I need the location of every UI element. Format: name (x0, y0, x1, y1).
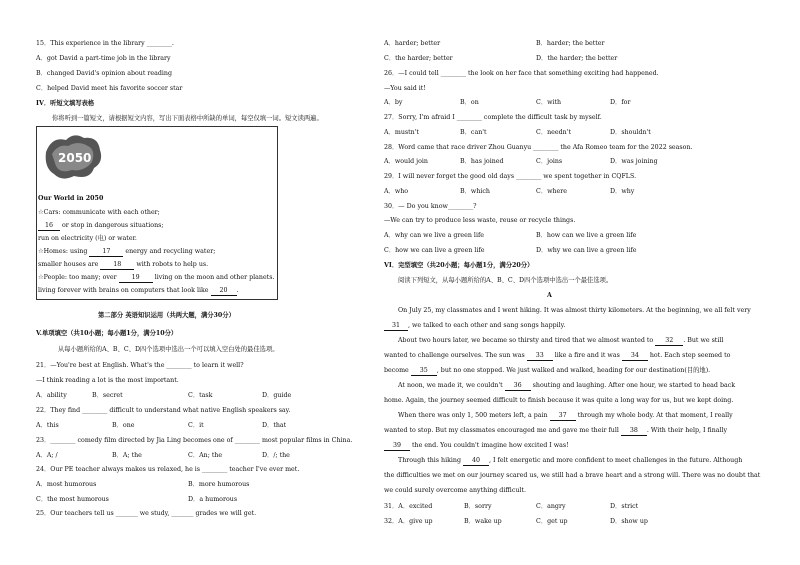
q24-option-c: C．the most humorous (36, 496, 109, 503)
section-6-title: VI．完型填空（共20小题；每小题1分，满分20分） (384, 262, 534, 269)
q21-option-b: B．secret (92, 392, 123, 399)
table-line-19 (38, 274, 274, 283)
q30-stem: 30．— Do you know________? (384, 203, 477, 210)
q24-option-d: D．a humorous (188, 496, 238, 503)
passage-line-3 (398, 337, 723, 346)
q23-option-c: C．An; the (188, 452, 223, 459)
q27-option-a: A．mustn't (384, 129, 419, 136)
passage-line-4-pre: wanted to challenge ourselves. The sun was (384, 352, 527, 359)
table-line-18-post: with robots to help us. (134, 261, 209, 268)
q30-option-d: D．why we can live a green life (536, 247, 637, 254)
blank-16: 16 (38, 222, 60, 231)
q25-option-c: C．the harder; better (384, 55, 453, 62)
q23-option-b: B．A; the (112, 452, 142, 459)
part-2-title: 第二部分 英语知识运用（共两大题，满分30分） (98, 312, 235, 319)
section-5-title: V.单项填空（共10小题；每小题1分，满分10分） (36, 330, 178, 337)
blank-39: 39 (384, 442, 410, 451)
passage-line-2-text: , we talked to each other and sang songs happily. (408, 322, 566, 329)
q32-option-a: 32．A．give up (384, 518, 433, 525)
table-line-17-pre: ☆Homes: using (38, 248, 90, 255)
q15-option-c: C．helped David meet his favorite soccer star (36, 85, 183, 92)
q28-option-a: A．would join (384, 158, 428, 165)
q24-stem: 24．Our PE teacher always makes us relaxed, he is ________ teacher I've ever met. (36, 466, 300, 473)
q24-option-b: B．more humorous (188, 481, 250, 488)
section-5-instructions: 从每小题所给的A、B、C、D四个选项中选出一个可以填入空白处的最佳选项。 (58, 346, 279, 353)
q30-option-a: A．why can we live a green life (384, 232, 485, 239)
q28-option-b: B．has joined (460, 158, 504, 165)
table-line-20-post: . (236, 287, 239, 294)
passage-line-8-post: through my whole body. At that moment, I really (575, 412, 733, 419)
passage-line-6 (398, 382, 735, 391)
q22-option-c: C．it (188, 422, 204, 429)
q28-option-d: D．was joining (610, 158, 658, 165)
passage-line-2 (384, 322, 565, 331)
q21-option-c: C．task (188, 392, 213, 399)
q26-option-c: C．with (536, 99, 562, 106)
q26-stem: 26．—I could tell ________ the look on her face that something exciting had happened. (384, 70, 659, 77)
q32-option-c: C．get up (536, 518, 568, 525)
q15-option-b: B．changed David's opinion about reading (36, 70, 173, 77)
q26-option-b: B．on (460, 99, 479, 106)
table-line-17-post: energy and recycling water; (123, 248, 216, 255)
q23-option-d: D．/; the (262, 452, 290, 459)
q29-option-d: D．why (610, 188, 635, 195)
q25-option-b: B．harder; the better (536, 40, 605, 47)
table-line-17 (38, 248, 215, 257)
passage-line-10 (384, 442, 569, 451)
blank-37: 37 (550, 412, 576, 421)
q30-option-b: B．how can we live a green life (536, 232, 637, 239)
passage-line-8 (398, 412, 733, 421)
q31-option-a: 31．A．excited (384, 503, 433, 510)
passage-line-6-post: shouting and laughing. After one hour, we started to head back (530, 382, 736, 389)
q21-stem: 21．—You're best at English. What's the ________ to learn it well? (36, 362, 244, 369)
q27-option-b: B．can't (460, 129, 487, 136)
blank-17: 17 (89, 248, 123, 257)
table-line-19-post: living on the moon and other planets. (152, 274, 275, 281)
passage-line-12: the difficulties we met on our journey scared us, we still had a brave heart and a strong will. There was no doubt that (384, 472, 761, 479)
passage-line-9-post: . With their help, I finally (646, 427, 728, 434)
q29-option-c: C．where (536, 188, 568, 195)
passage-line-3-pre: About two hours later, we became so thirsty and tired that we almost wanted to (398, 337, 656, 344)
q24-option-a: A．most humorous (36, 481, 97, 488)
table-line-electricity: run on electricity (电) or water. (38, 235, 137, 242)
q21-option-a: A．ability (36, 392, 67, 399)
logo-text: 2050 (58, 151, 92, 165)
q31-option-d: D．strict (610, 503, 639, 510)
q30-stem-reply: —We can try to produce less waste, reuse or recycle things. (384, 217, 576, 224)
q22-option-d: D．that (262, 422, 287, 429)
q30-option-c: C．how we can live a green life (384, 247, 485, 254)
table-line-18-pre: smaller houses are (38, 261, 101, 268)
q31-option-c: C．angry (536, 503, 566, 510)
blank-32: 32 (655, 337, 683, 346)
q32-option-d: D．show up (610, 518, 648, 525)
table-line-16-text: or stop in dangerous situations; (60, 222, 164, 229)
q27-option-d: D．shouldn't (610, 129, 651, 136)
blank-18: 18 (100, 261, 134, 270)
passage-line-10-text: the end. You couldn't imagine how excited I was! (410, 442, 569, 449)
blank-38: 38 (621, 427, 647, 436)
q15-stem: 15．This experience in the library ________. (36, 40, 174, 47)
blank-36: 36 (505, 382, 531, 391)
blank-19: 19 (119, 274, 153, 283)
section-4-instructions: 你将听到一篇短文，请根据短文内容，写出下面表格中所缺的单词，每空仅填一词。短文读两遍。 (52, 115, 323, 122)
q26-stem-reply: —You said it! (384, 85, 426, 92)
blank-20: 20 (211, 287, 237, 296)
passage-line-11-pre: Through this hiking (398, 457, 464, 464)
q28-option-c: C．joins (536, 158, 563, 165)
table-line-20 (38, 287, 239, 296)
passage-line-8-pre: When there was only 1, 500 meters left, a pain (398, 412, 550, 419)
q26-option-d: D．for (610, 99, 631, 106)
passage-label: A (547, 292, 552, 299)
passage-line-7: home. Again, the journey seemed difficult to finish because it was quite a long way for us, but we kept doing. (384, 397, 734, 404)
q29-option-b: B．which (460, 188, 490, 195)
q25-option-d: D．the harder; the better (536, 55, 618, 62)
table-line-20-pre: living forever with brains on computers that look like (38, 287, 211, 294)
blank-35: 35 (411, 367, 437, 376)
q22-option-b: B．one (112, 422, 135, 429)
passage-line-5 (384, 367, 710, 376)
q29-stem: 29．I will never forget the good old days ________ we spent together in CQFLS. (384, 173, 637, 180)
q27-option-c: C．needn't (536, 129, 571, 136)
passage-line-9-pre: wanted to stop. But my classmates encouraged me and gave me their full (384, 427, 621, 434)
passage-line-9 (384, 427, 727, 436)
section-6-instructions: 阅读下列短文，从每小题所给的A、B、C、D四个选项中选出一个最佳选项。 (398, 277, 613, 284)
q21-option-d: D．guide (262, 392, 292, 399)
q23-stem: 23．________ comedy film directed by Jia Ling becomes one of ________ most popular films in China. (36, 437, 353, 444)
passage-line-4-mid: like a fire and it was (552, 352, 622, 359)
passage-line-6-pre: At noon, we made it, we couldn't (398, 382, 505, 389)
passage-line-3-post: . But we still (683, 337, 724, 344)
passage-line-11-post: , I felt energetic and more confident to meet challenges in the future. Although (489, 457, 743, 464)
table-line-cars: ☆Cars: communicate with each other; (38, 209, 160, 216)
blank-33: 33 (527, 352, 553, 361)
blank-31: 31 (384, 322, 408, 331)
q28-stem: 28．Word came that race driver Zhou Guanyu ________ the Afa Romeo team for the 2022 season. (384, 144, 693, 151)
q31-option-b: B．sorry (464, 503, 492, 510)
q21-stem-reply: —I think reading a lot is the most important. (36, 377, 179, 384)
passage-line-5-post: , but no one stopped. We just walked and walked, heading for our destination(目的地). (436, 367, 711, 374)
q29-option-a: A．who (384, 188, 409, 195)
passage-line-1: On July 25, my classmates and I went hiking. It was almost thirty kilometers. At the beginning, we all felt very (398, 307, 751, 314)
passage-line-4-post: hot. Each step seemed to (647, 352, 731, 359)
passage-line-5-pre: become (384, 367, 411, 374)
table-line-18 (38, 261, 208, 270)
q22-option-a: A．this (36, 422, 59, 429)
q25-stem: 25．Our teachers tell us _______ we study, _______ grades we will get. (36, 510, 257, 517)
q27-stem: 27．Sorry, I'm afraid I ________ complete the difficult task by myself. (384, 114, 602, 121)
table-title: Our World in 2050 (38, 195, 104, 202)
passage-line-13: we could surely overcome anything difficult. (384, 487, 526, 494)
blank-34: 34 (622, 352, 648, 361)
blank-40: 40 (463, 457, 489, 466)
table-line-19-pre: ☆People: too many; over (38, 274, 119, 281)
q26-option-a: A．by (384, 99, 403, 106)
q25-option-a: A．harder; better (384, 40, 441, 47)
passage-line-11 (398, 457, 742, 466)
table-line-16 (38, 222, 163, 231)
q22-stem: 22．They find ________ difficult to understand what native English speakers say. (36, 407, 291, 414)
q15-option-a: A．got David a part-time job in the library (36, 55, 171, 62)
q32-option-b: B．wake up (464, 518, 502, 525)
passage-line-4 (384, 352, 730, 361)
section-4-title: IV．听短文填写表格 (36, 100, 95, 107)
q23-option-a: A．A; / (36, 452, 58, 459)
2050-logo-image (44, 132, 104, 184)
